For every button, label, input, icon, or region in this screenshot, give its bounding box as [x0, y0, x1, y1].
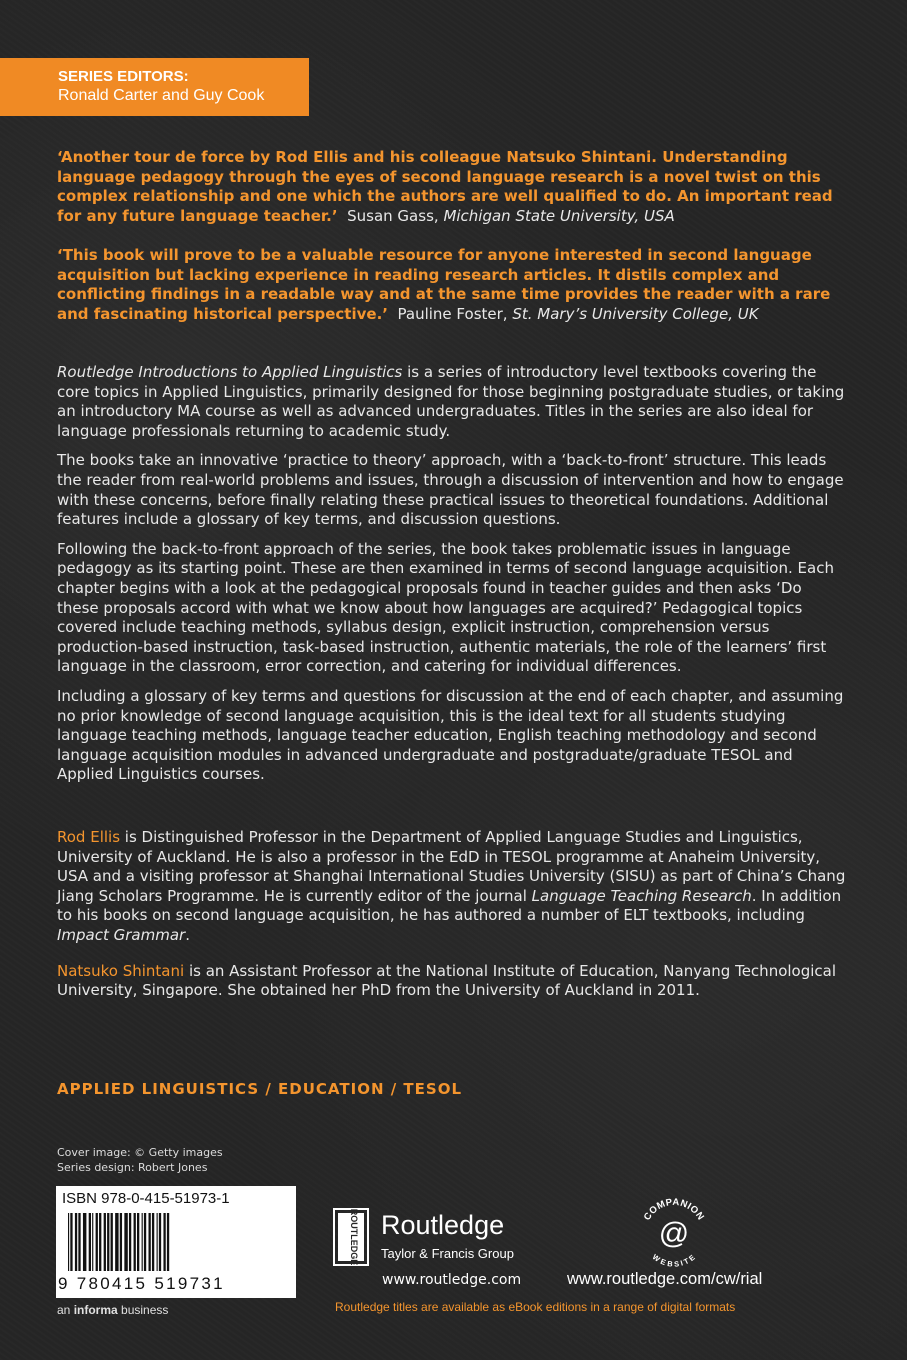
- quote-text: ‘This book will prove to be a valuable resource for anyone interested in second language acquisition but lacking experience in reading research articles. It distils complex and conflicting findings in a readable way and at the same time provides the reader with a rare and fascinating historical perspective.’: [57, 246, 831, 323]
- informa-tagline: [57, 1303, 168, 1317]
- informa-brand: informa: [73, 1303, 118, 1317]
- series-editors-names: Ronald Carter and Guy Cook: [58, 87, 265, 104]
- publisher-group: Taylor & Francis Group: [381, 1246, 514, 1261]
- bio-text: is an Assistant Professor at the National Institute of Education, Nanyang Technological University, Singapore. She obtained her PhD from the University of Auckland in 2011.: [57, 961, 837, 1000]
- series-title: Routledge Introductions to Applied Linguistics: [57, 363, 403, 381]
- routledge-vertical-text: ROUTLEDGE: [349, 1208, 359, 1266]
- book-title: Impact Grammar: [57, 925, 186, 944]
- isbn-number: ISBN 978-0-415-51973-1: [62, 1190, 230, 1207]
- barcode-digits: 9 780415 519731: [58, 1274, 225, 1293]
- barcode-bar: [137, 1213, 139, 1271]
- barcode-bar: [159, 1213, 161, 1271]
- isbn-barcode: [56, 1186, 296, 1298]
- description-para-2: The books take an innovative ‘practice to theory’ approach, with a ‘back-to-front’ structure. This leads the reader from real-world problems and issues, through a discussion of intervention and how to engage with these concerns, before finally relating these practical issues to theoretical foundations. Additional features include a glossary of key terms, and discussion questions.: [57, 451, 844, 529]
- barcode-bar: [152, 1213, 154, 1271]
- barcode-bar: [120, 1213, 122, 1271]
- barcode-bar: [78, 1213, 80, 1271]
- description-para-4: Including a glossary of key terms and questions for discussion at the end of each chapter, and assuming no prior knowledge of second language acquisition, this is the ideal text for all students studying language teaching methods, language teacher education, English teaching methodology and second language acquisition modules in advanced undergraduate and postgraduate/graduate TESOL and Applied Linguistics courses.: [57, 686, 844, 784]
- review-quote-2: [57, 246, 852, 324]
- series-editors-box: [0, 58, 309, 116]
- quote-author: Pauline Foster,: [397, 304, 508, 323]
- svg-text:WEBSITE: [651, 1252, 698, 1269]
- bio-text: . In addition to his books on second language acquisition, he has authored a number of ELT textbooks, including: [57, 886, 842, 925]
- barcode-bar: [89, 1213, 91, 1271]
- journal-title: Language Teaching Research: [531, 886, 752, 905]
- quote-affiliation: Michigan State University, USA: [443, 206, 675, 225]
- ebook-note: Routledge titles are available as eBook editions in a range of digital formats: [335, 1300, 736, 1314]
- author-bios: [57, 828, 847, 1011]
- informa-prefix: an: [57, 1303, 74, 1317]
- author-bio-1: [57, 828, 847, 946]
- barcode-bar: [96, 1213, 98, 1271]
- informa-suffix: business: [117, 1303, 169, 1317]
- barcode-bar: [111, 1213, 113, 1271]
- description-para-3: Following the back-to-front approach of the series, the book takes problematic issues in language pedagogy as its starting point. These are then examined in terms of second language acquisition. Each chapter begins with a look at the pedagogical proposals found in teacher guides and then asks ‘Do these proposals accord with what we know about how languages are acquired?’ Pedagogical topics covered include teaching methods, syllabus design, explicit instruction, comprehension versus production-based instruction, task-based instruction, authentic materials, the role of the learners’ first language in the classroom, error correction, and catering for individual differences.: [57, 539, 834, 676]
- series-editors-label: SERIES EDITORS:: [58, 68, 189, 85]
- barcode-bar: [163, 1213, 165, 1271]
- author-name: Rod Ellis: [57, 828, 121, 846]
- barcode-bar: [167, 1213, 169, 1271]
- companion-top-text: COMPANION: [641, 1196, 707, 1223]
- barcode-bar: [115, 1213, 118, 1271]
- barcode-bar: [104, 1213, 106, 1271]
- barcode-bar: [157, 1213, 158, 1271]
- companion-bottom-text: WEBSITE: [650, 1252, 698, 1269]
- author-name: Natsuko Shintani: [57, 961, 185, 980]
- barcode-bar: [149, 1213, 151, 1271]
- barcode-bar: [124, 1213, 127, 1271]
- barcode-bar: [75, 1213, 77, 1271]
- description-para-1: [57, 363, 847, 441]
- cover-credit: Cover image: © Getty images: [57, 1146, 223, 1159]
- barcode-bar: [129, 1213, 131, 1271]
- description: [57, 363, 847, 795]
- barcode-bar: [92, 1213, 93, 1271]
- barcode-bar: [83, 1213, 86, 1271]
- at-symbol: @: [658, 1217, 690, 1250]
- barcode-bar: [144, 1213, 146, 1271]
- quote-author: Susan Gass,: [347, 206, 439, 225]
- barcode-bar: [99, 1213, 101, 1271]
- description-text: is a series of introductory level textbooks covering the core topics in Applied Linguistics, primarily designed for those beginning postgraduate studies, or taking an introductory MA course as well as advanced undergraduates. Titles in the series are also ideal for language professionals returning to academic study.: [57, 363, 845, 440]
- companion-website-icon: [636, 1195, 712, 1271]
- barcode-bar: [68, 1213, 69, 1271]
- barcode-icon: [68, 1213, 284, 1275]
- author-bio-2: [57, 962, 847, 1001]
- publisher-url[interactable]: www.routledge.com: [382, 1272, 522, 1288]
- quote-text: ‘Another tour de force by Rod Ellis and his colleague Natsuko Shintani. Understanding language pedagogy through the eyes of second language research is a novel twist on this complex relationship and one which the authors are well qualified to do. An important read for any future language teacher.’: [57, 148, 833, 225]
- barcode-bar: [134, 1213, 136, 1271]
- bio-text: is Distinguished Professor in the Department of Applied Language Studies and Linguistics, University of Auckland. He is also a professor in the EdD in TESOL programme at Anaheim University, USA and a visiting professor at Shanghai International Studies University (SISU) as part of China’s Chang Jiang Scholars Programme. He is currently editor of the journal: [57, 828, 846, 905]
- publisher-name: Routledge: [381, 1210, 505, 1240]
- review-quote-1: [57, 148, 857, 226]
- routledge-logo-icon: [333, 1206, 373, 1270]
- barcode-bar: [70, 1213, 72, 1271]
- barcode-bar: [107, 1213, 109, 1271]
- quote-affiliation: St. Mary’s University College, UK: [512, 304, 759, 323]
- bio-text: .: [185, 925, 190, 944]
- design-credit: Series design: Robert Jones: [57, 1161, 208, 1174]
- barcode-bar: [142, 1213, 143, 1271]
- credits: [57, 1145, 223, 1175]
- companion-url[interactable]: www.routledge.com/cw/rial: [567, 1270, 763, 1288]
- subject-categories: APPLIED LINGUISTICS / EDUCATION / TESOL: [57, 1080, 463, 1098]
